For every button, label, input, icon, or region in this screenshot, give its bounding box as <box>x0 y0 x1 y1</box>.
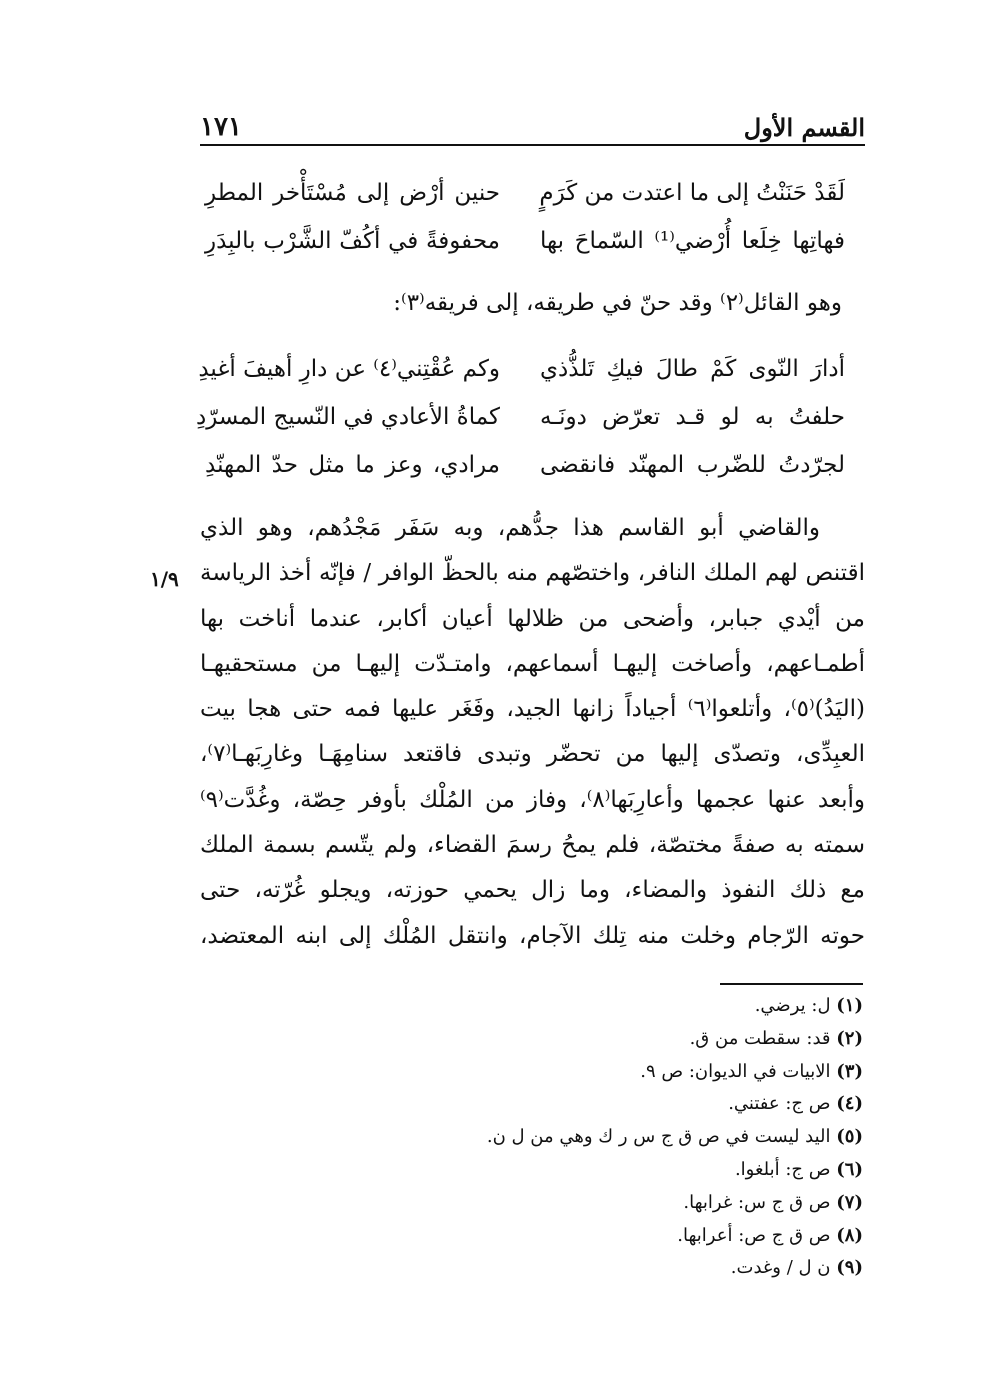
intro-line: وهو القائل⁽٢⁾ وقد حنّ في طريقه، إلى فريقه⁽٣⁾: <box>393 290 842 316</box>
prose-line: مع ذلك النفوذ والمضاء، وما زال يحمي حوزته، ويجلو غُرّته، حتى <box>200 877 865 904</box>
prose-paragraph <box>140 515 865 968</box>
prose-line: سمته به صفةً مختصّة، فلم يمحُ رسمَ القضاء، ولم يتّسم بسمة الملك <box>200 832 865 859</box>
prose-line: أطمـاعهم، وأصاخت إليهـا أسماعهم، وامتـدّت إليهـا من مستحقيهـا <box>200 650 865 677</box>
section-title: القسم الأول <box>743 113 865 142</box>
verse-first-hemistich: أدارَ النّوى كَمْ طالَ فيكِ تَلذُّذي <box>540 356 845 382</box>
footnote-item <box>363 1028 863 1061</box>
footnote-text: ص ج: عفتني. <box>728 1093 831 1115</box>
footnote-text: ص ق ج ص: أعرابها. <box>677 1224 831 1246</box>
footnote-number: (٩) <box>836 1257 863 1279</box>
prose-line: من أيْدي جبابر، وأضحى من ظلالها أعيان أكابر، عندما أناخت بها <box>200 605 865 632</box>
footnote-item <box>363 1225 863 1258</box>
manuscript-folio-marker: ١/٩ <box>150 567 179 591</box>
footnote-number: (٨) <box>836 1224 863 1246</box>
prose-line: وأبعد عنها عجمها وأعارِبَها⁽٨⁾، وفاز من المُلْك بأوفر حِصّة، وغُدَّت⁽٩⁾ <box>200 786 866 813</box>
footnotes <box>363 995 863 1290</box>
verse-second-hemistich: كماةُ الأعادي في النّسيج المسرّدِ <box>196 404 500 430</box>
footnote-text: قد: سقطت من ق. <box>689 1027 831 1049</box>
footnote-item <box>363 1192 863 1225</box>
verse-line <box>200 228 865 276</box>
prose-line: والقاضي أبو القاسم هذا جدُّهم، وبه سَفَر مَجْدُهم، وهو الذي <box>200 515 820 541</box>
poem-block-bottom <box>196 356 865 500</box>
footnote-number: (٥) <box>836 1126 863 1148</box>
footnote-item <box>363 1159 863 1192</box>
verse-second-hemistich: مرادي، وعز ما مثل حدّ المهنّدِ <box>205 452 500 478</box>
footnote-item <box>363 995 863 1028</box>
verse-first-hemistich: لَقَدْ حَنَنْتُ إلى ما اعتدت من كَرَمٍ <box>539 180 845 206</box>
verse-second-hemistich: محفوفةً في أكُفّ الشَّرْب بالبِدَرِ <box>205 228 500 254</box>
page-header <box>200 108 865 146</box>
footnote-item <box>363 1093 863 1126</box>
footnote-number: (١) <box>836 995 863 1016</box>
footnote-text: ص ج: أبلغوا. <box>734 1158 831 1180</box>
verse-first-hemistich: فهاتِها خِلَعا أُرْضي⁽¹⁾ السّماحَ بها <box>540 228 845 254</box>
footnote-text: ص ق ج س: غرابها. <box>683 1191 831 1213</box>
prose-line: العبِدِّى، وتصدّى إليها من تحضّر وتبدى فاقتعد سنامِهَـا وغارِبَهـا⁽٧⁾، <box>200 741 865 768</box>
footnote-number: (٧) <box>836 1191 863 1213</box>
verse-first-hemistich: حلفتُ به لو قـد تعرّض دونَـه <box>540 404 845 430</box>
page-number: ١٧١ <box>200 112 242 142</box>
footnote-number: (٣) <box>836 1060 863 1082</box>
verse-line <box>196 404 865 452</box>
footnote-text: ل: يرضي. <box>754 995 831 1016</box>
prose-line: اقتنص لهم الملك النافر، واختصّهم منه بالحظّ الوافر / فإنّه أخذ الرياسة <box>200 560 865 587</box>
verse-second-hemistich: وكم عُقْتِني⁽٤⁾ عن دارِ أهيفَ أغيدِ <box>198 356 500 382</box>
verse-first-hemistich: لجرّدتُ للضّرب المهنّد فانقضى <box>540 452 845 478</box>
poem-block-top <box>200 180 865 276</box>
footnote-text: الابيات في الديوان: ص ٩. <box>640 1060 831 1082</box>
verse-line <box>200 356 865 404</box>
footnote-item <box>363 1061 863 1094</box>
prose-line: (اليَدُ)⁽٥⁾، وأتلعوا⁽٦⁾ أجياداً زانها الجيد، وفَغَر عليها فمه حتى هجا بيت <box>200 696 865 723</box>
footnote-number: (٦) <box>836 1158 863 1180</box>
prose-line: حوته الرّجام وخلت منه تِلك الآجام، وانتقل المُلْك إلى ابنه المعتضد، <box>200 922 865 949</box>
footnote-number: (٤) <box>836 1093 863 1115</box>
footnote-text: اليد ليست في ص ق ج س ر ك وهي من ل ن. <box>486 1126 831 1148</box>
footnote-text: ن ل / وغدت. <box>730 1257 831 1279</box>
footnote-number: (٢) <box>836 1027 863 1049</box>
verse-line <box>200 452 865 500</box>
footnote-item <box>363 1257 863 1290</box>
footnote-item <box>363 1126 863 1159</box>
footnote-divider <box>720 983 863 985</box>
verse-second-hemistich: حنين أرْض إلى مُسْتَأْخر المطرِ <box>205 180 500 206</box>
verse-line <box>200 180 865 228</box>
